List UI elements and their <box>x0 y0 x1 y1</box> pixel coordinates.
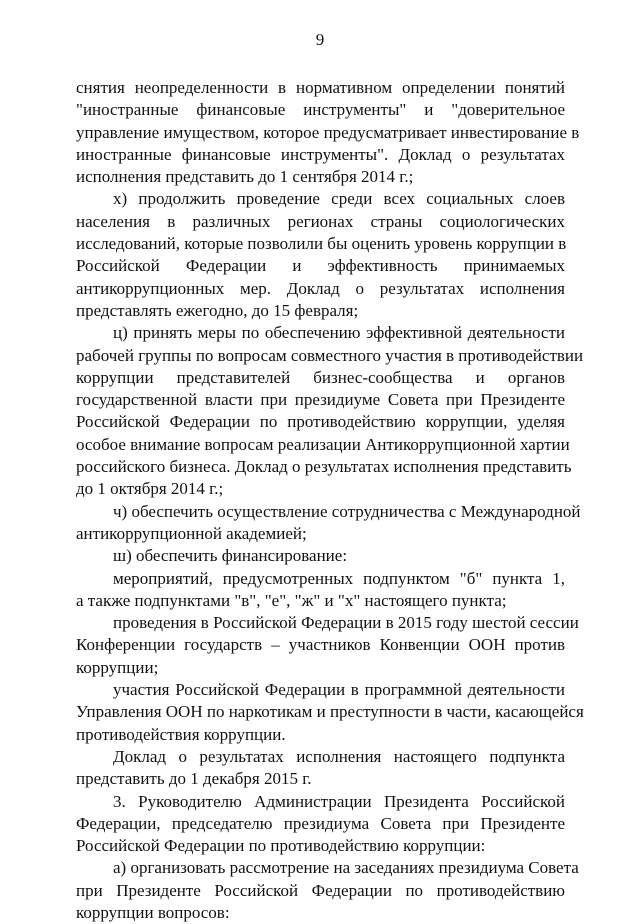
paragraph-p-sh-2 <box>76 612 579 679</box>
text-line: представлять ежегодно, до 15 февраля; <box>76 300 359 320</box>
paragraph-p-continuation <box>76 77 580 188</box>
paragraph-p-ts <box>76 322 584 500</box>
text-line: исследований, которые позволили бы оценить уровень коррупции в <box>76 234 567 254</box>
paragraph-p-3 <box>76 791 565 858</box>
text-line: Российской Федерации по противодействию коррупции, уделяя <box>76 412 565 432</box>
document-body <box>76 77 584 924</box>
text-line: х) продолжить проведение среди всех социальных слоев <box>113 189 565 209</box>
text-line: 3. Руководителю Администрации Президента Российской <box>113 791 565 811</box>
text-line: рабочей группы по вопросам совместного участия в противодействии <box>76 345 584 365</box>
text-line: исполнения представить до 1 сентября 2014 г.; <box>76 167 414 187</box>
text-line: ч) обеспечить осуществление сотрудничества с Международной <box>113 501 581 521</box>
text-line: а также подпунктами "в", "е", "ж" и "х" настоящего пункта; <box>76 590 507 610</box>
text-line: Российской Федерации по противодействию коррупции: <box>76 836 486 856</box>
text-line: особое внимание вопросам реализации Антикоррупционной хартии <box>76 434 570 454</box>
text-line: антикоррупционных мер. Доклад о результатах исполнения <box>76 278 565 298</box>
text-line: представить до 1 декабря 2015 г. <box>76 769 312 789</box>
text-line: иностранные финансовые инструменты". Доклад о результатах <box>76 144 565 164</box>
text-line: российского бизнеса. Доклад о результатах исполнения представить <box>76 457 572 477</box>
text-line: мероприятий, предусмотренных подпунктом "б" пункта 1, <box>113 568 565 588</box>
text-line: Федерации, председателю президиума Совета при Президенте <box>76 813 565 833</box>
text-line: Конференции государств – участников Конвенции ООН против <box>76 635 565 655</box>
text-line: Российской Федерации и эффективность принимаемых <box>76 256 565 276</box>
text-line: антикоррупционной академией; <box>76 523 307 543</box>
text-line: "иностранные финансовые инструменты" и "доверительное <box>76 100 565 120</box>
paragraph-p-kh <box>76 188 565 322</box>
text-line: коррупции вопросов: <box>76 902 230 922</box>
text-line: проведения в Российской Федерации в 2015 году шестой сессии <box>113 613 579 633</box>
paragraph-p-report <box>76 746 565 791</box>
text-line: управление имуществом, которое предусматривает инвестирование в <box>76 122 580 142</box>
text-line: коррупции представителей бизнес-сообщества и органов <box>76 367 565 387</box>
text-line: при Президенте Российской Федерации по противодействию <box>76 880 565 900</box>
paragraph-p-sh-3 <box>76 679 584 746</box>
text-line: коррупции; <box>76 657 159 677</box>
text-line: государственной власти при президиуме Совета при Президенте <box>76 390 565 410</box>
text-line: а) организовать рассмотрение на заседаниях президиума Совета <box>113 858 579 878</box>
text-line: Управления ООН по наркотикам и преступности в части, касающейся <box>76 702 584 722</box>
text-line: ш) обеспечить финансирование: <box>113 546 348 566</box>
page-number: 9 <box>315 30 325 49</box>
text-line: Доклад о результатах исполнения настоящего подпункта <box>113 746 565 766</box>
text-line: участия Российской Федерации в программной деятельности <box>113 680 565 700</box>
text-line: до 1 октября 2014 г.; <box>76 479 224 499</box>
text-line: населения в различных регионах страны социологических <box>76 211 565 231</box>
text-line: ц) принять меры по обеспечению эффективной деятельности <box>113 323 565 343</box>
paragraph-p-sh-1 <box>76 568 565 613</box>
paragraph-p-3a <box>76 857 579 924</box>
text-line: противодействия коррупции. <box>76 724 286 744</box>
text-line: снятия неопределенности в нормативном определении понятий <box>76 78 565 97</box>
paragraph-p-ch <box>76 501 581 546</box>
paragraph-p-sh <box>76 545 565 567</box>
